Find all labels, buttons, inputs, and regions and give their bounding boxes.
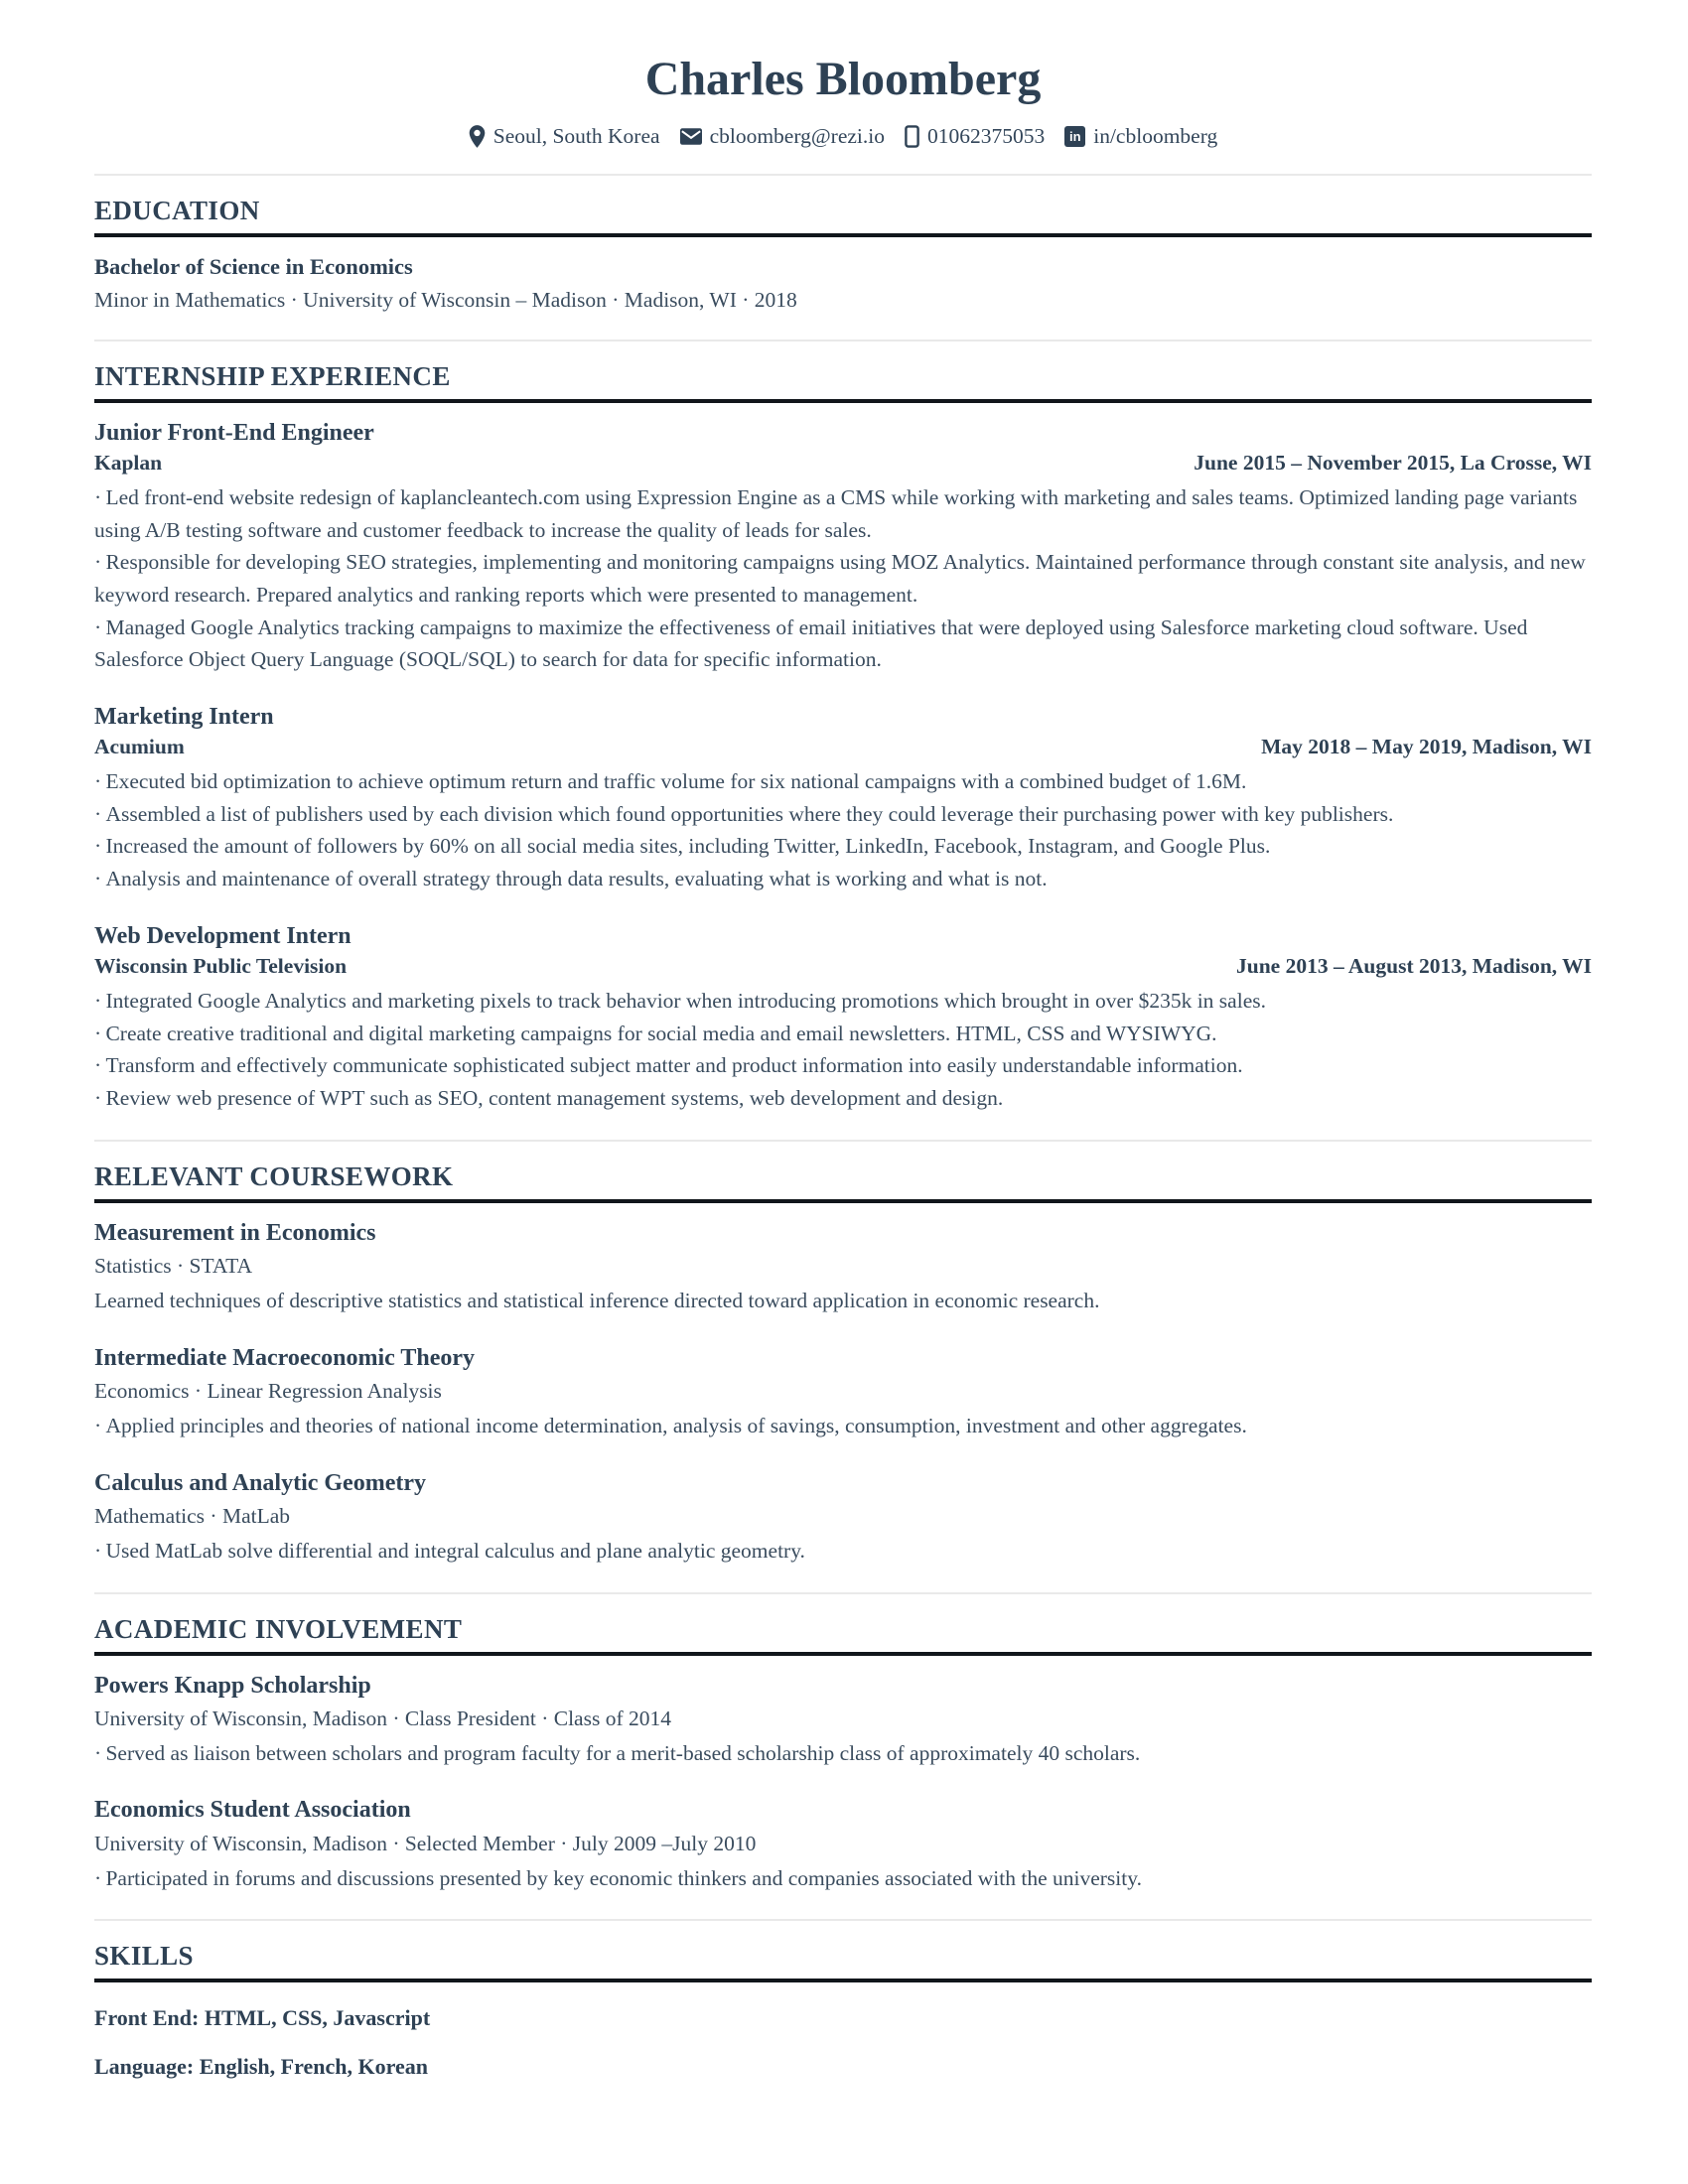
bullet-item: · Assembled a list of publishers used by each division which found opportunities where they could leverage their purchasing power with key publishers. — [94, 798, 1592, 831]
activity-entry — [94, 1671, 1592, 1770]
activity-bullets — [94, 1862, 1592, 1895]
job-entry — [94, 921, 1592, 1115]
course-entry — [94, 1218, 1592, 1317]
job-bullets — [94, 481, 1592, 676]
job-date: May 2018 – May 2019, Madison, WI — [1261, 735, 1592, 759]
job-company-line — [94, 733, 1592, 761]
job-role: Web Development Intern — [94, 922, 352, 949]
course-tags: Statistics · STATA — [94, 1253, 253, 1278]
person-name: Charles Bloomberg — [644, 53, 1042, 105]
contact-location — [469, 124, 660, 149]
linkedin-icon: in — [1064, 126, 1085, 147]
contact-row — [94, 124, 1592, 149]
bullet-item: · Managed Google Analytics tracking campaigns to maximize the effectiveness of email initiatives that were deployed using Salesforce marketing cloud software. Used Salesforce Object Query Language (SOQL/SQL) to search for data for specific information. — [94, 612, 1592, 676]
bullet-item: · Used MatLab solve differential and integral calculus and plane analytic geometry. — [94, 1535, 1592, 1568]
contact-location-text: Seoul, South Korea — [492, 124, 660, 149]
phone-icon — [905, 125, 919, 148]
education-degree: Bachelor of Science in Economics — [94, 254, 413, 280]
section-relevant-coursework — [94, 1140, 1592, 1568]
job-company-line — [94, 952, 1592, 981]
activity-name: Economics Student Association — [94, 1797, 411, 1824]
section-title-skills: SKILLS — [94, 1941, 1592, 1982]
bullet-item: · Increased the amount of followers by 60% on all social media sites, including Twitter, LinkedIn, Facebook, Instagram, and Google Plus. — [94, 830, 1592, 863]
course-name: Measurement in Economics — [94, 1219, 376, 1246]
contact-email-text: cbloomberg@rezi.io — [709, 124, 885, 149]
course-name: Intermediate Macroeconomic Theory — [94, 1344, 476, 1371]
bullet-item: · Participated in forums and discussions presented by key economic thinkers and companies associated with the university. — [94, 1862, 1592, 1895]
course-description: Learned techniques of descriptive statistics and statistical inference directed toward application in economic research. — [94, 1288, 1100, 1312]
course-bullets — [94, 1410, 1592, 1442]
skill-line-language: Language: English, French, Korean — [94, 2054, 428, 2080]
job-bullets — [94, 765, 1592, 895]
activity-tags: University of Wisconsin, Madison · Class President · Class of 2014 — [94, 1706, 671, 1730]
section-title-education: EDUCATION — [94, 196, 1592, 237]
bullet-item: · Executed bid optimization to achieve optimum return and traffic volume for six national campaigns with a combined budget of 1.6M. — [94, 765, 1592, 798]
activity-tags: University of Wisconsin, Madison · Selected Member · July 2009 –July 2010 — [94, 1831, 757, 1855]
contact-linkedin-text: in/cbloomberg — [1093, 124, 1218, 149]
contact-phone — [905, 124, 1045, 149]
bullet-item: · Applied principles and theories of national income determination, analysis of savings, consumption, investment and other aggregates. — [94, 1410, 1592, 1442]
section-education — [94, 174, 1592, 314]
job-date: June 2013 – August 2013, Madison, WI — [1235, 953, 1592, 978]
job-company: Kaplan — [94, 450, 163, 475]
job-entry — [94, 702, 1592, 895]
activity-entry — [94, 1795, 1592, 1894]
bullet-item: · Integrated Google Analytics and marketing pixels to track behavior when introducing promotions which brought in over $235k in sales. — [94, 985, 1592, 1018]
job-date: June 2015 – November 2015, La Crosse, WI — [1194, 450, 1592, 475]
course-bullets — [94, 1535, 1592, 1568]
job-company-line — [94, 449, 1592, 478]
bullet-item: · Transform and effectively communicate sophisticated subject matter and product information into easily understandable information. — [94, 1049, 1592, 1082]
bullet-item: · Review web presence of WPT such as SEO, content management systems, web development and design. — [94, 1082, 1592, 1115]
contact-email — [680, 124, 885, 149]
skill-line-frontend: Front End: HTML, CSS, Javascript — [94, 2005, 431, 2031]
activity-name: Powers Knapp Scholarship — [94, 1672, 371, 1699]
course-tags: Mathematics · MatLab — [94, 1503, 291, 1528]
contact-linkedin — [1064, 124, 1217, 149]
job-role: Junior Front-End Engineer — [94, 419, 374, 446]
course-entry — [94, 1343, 1592, 1442]
bullet-item: · Served as liaison between scholars and program faculty for a merit-based scholarship class of approximately 40 scholars. — [94, 1737, 1592, 1770]
job-entry — [94, 418, 1592, 676]
job-company: Wisconsin Public Television — [94, 953, 348, 978]
course-entry — [94, 1468, 1592, 1568]
section-title-internship: INTERNSHIP EXPERIENCE — [94, 361, 1592, 403]
education-entry — [94, 252, 1592, 314]
activity-bullets — [94, 1737, 1592, 1770]
contact-phone-text: 01062375053 — [926, 124, 1046, 149]
bullet-item: · Responsible for developing SEO strategies, implementing and monitoring campaigns using MOZ Analytics. Maintained performance through constant site analysis, and new keyword research. Prepared analytics and ranking reports which were presented to management. — [94, 546, 1592, 611]
course-tags: Economics · Linear Regression Analysis — [94, 1378, 442, 1403]
bullet-item: · Analysis and maintenance of overall strategy through data results, evaluating what is working and what is not. — [94, 863, 1592, 895]
bullet-item: · Led front-end website redesign of kaplancleantech.com using Expression Engine as a CMS while working with marketing and sales teams. Optimized landing page variants using A/B testing software and customer feedback to increase the quality of leads for sales. — [94, 481, 1592, 546]
section-title-academic: ACADEMIC INVOLVEMENT — [94, 1614, 1592, 1656]
email-icon — [680, 128, 702, 145]
section-academic-involvement — [94, 1592, 1592, 1895]
location-pin-icon — [469, 125, 486, 148]
education-details: Minor in Mathematics · University of Wisconsin – Madison · Madison, WI · 2018 — [94, 287, 797, 312]
section-title-coursework: RELEVANT COURSEWORK — [94, 1161, 1592, 1203]
section-internship-experience — [94, 340, 1592, 1115]
course-name: Calculus and Analytic Geometry — [94, 1469, 426, 1496]
job-bullets — [94, 985, 1592, 1115]
job-company: Acumium — [94, 735, 185, 759]
bullet-item: · Create creative traditional and digital marketing campaigns for social media and email newsletters. HTML, CSS and WYSIWYG. — [94, 1018, 1592, 1050]
job-role: Marketing Intern — [94, 703, 274, 730]
section-skills — [94, 1919, 1592, 2080]
